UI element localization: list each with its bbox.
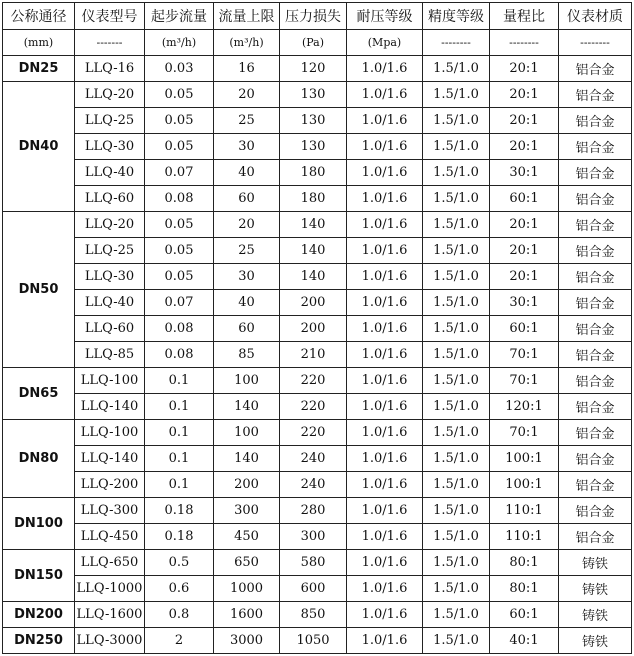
cell-pressure-loss: 180 — [280, 186, 347, 212]
cell-accuracy: 1.5/1.0 — [423, 368, 490, 394]
cell-accuracy: 1.5/1.0 — [423, 264, 490, 290]
cell-max-flow: 60 — [214, 316, 280, 342]
cell-model: LLQ-40 — [75, 290, 145, 316]
cell-material: 铝合金 — [559, 56, 632, 82]
cell-material: 铝合金 — [559, 134, 632, 160]
cell-range-ratio: 110:1 — [490, 524, 559, 550]
cell-max-flow: 30 — [214, 264, 280, 290]
cell-model: LLQ-30 — [75, 264, 145, 290]
cell-accuracy: 1.5/1.0 — [423, 446, 490, 472]
cell-pressure-loss: 200 — [280, 290, 347, 316]
cell-pressure-rating: 1.0/1.6 — [347, 524, 423, 550]
cell-material: 铸铁 — [559, 576, 632, 602]
cell-pressure-loss: 140 — [280, 212, 347, 238]
cell-range-ratio: 20:1 — [490, 56, 559, 82]
cell-max-flow: 20 — [214, 82, 280, 108]
cell-pressure-loss: 1050 — [280, 628, 347, 654]
header-row — [3, 3, 632, 30]
cell-accuracy: 1.5/1.0 — [423, 238, 490, 264]
cell-material: 铝合金 — [559, 472, 632, 498]
table-row — [3, 524, 632, 550]
table-row — [3, 550, 632, 576]
cell-range-ratio: 70:1 — [490, 342, 559, 368]
header-accuracy: 精度等级 — [423, 3, 490, 30]
cell-accuracy: 1.5/1.0 — [423, 108, 490, 134]
cell-start-flow: 0.08 — [145, 186, 214, 212]
cell-diameter: DN50 — [3, 212, 75, 368]
cell-model: LLQ-200 — [75, 472, 145, 498]
unit-max-flow: (m³/h) — [214, 30, 280, 56]
table-row — [3, 56, 632, 82]
cell-max-flow: 20 — [214, 212, 280, 238]
cell-accuracy: 1.5/1.0 — [423, 498, 490, 524]
cell-pressure-rating: 1.0/1.6 — [347, 420, 423, 446]
cell-pressure-rating: 1.0/1.6 — [347, 238, 423, 264]
cell-material: 铝合金 — [559, 420, 632, 446]
cell-pressure-loss: 130 — [280, 134, 347, 160]
cell-model: LLQ-25 — [75, 108, 145, 134]
cell-start-flow: 0.1 — [145, 472, 214, 498]
cell-range-ratio: 20:1 — [490, 238, 559, 264]
cell-max-flow: 85 — [214, 342, 280, 368]
cell-max-flow: 100 — [214, 420, 280, 446]
cell-start-flow: 0.18 — [145, 524, 214, 550]
cell-material: 铝合金 — [559, 290, 632, 316]
header-range-ratio: 量程比 — [490, 3, 559, 30]
cell-pressure-rating: 1.0/1.6 — [347, 290, 423, 316]
cell-accuracy: 1.5/1.0 — [423, 628, 490, 654]
cell-pressure-loss: 580 — [280, 550, 347, 576]
cell-start-flow: 0.1 — [145, 446, 214, 472]
unit-model: ------- — [75, 30, 145, 56]
unit-pressure-rating: (Mpa) — [347, 30, 423, 56]
cell-range-ratio: 20:1 — [490, 264, 559, 290]
cell-start-flow: 0.05 — [145, 212, 214, 238]
cell-range-ratio: 100:1 — [490, 472, 559, 498]
table-row — [3, 160, 632, 186]
header-material: 仪表材质 — [559, 3, 632, 30]
cell-pressure-rating: 1.0/1.6 — [347, 134, 423, 160]
cell-pressure-rating: 1.0/1.6 — [347, 342, 423, 368]
cell-pressure-loss: 240 — [280, 472, 347, 498]
cell-range-ratio: 100:1 — [490, 446, 559, 472]
cell-start-flow: 0.07 — [145, 290, 214, 316]
cell-model: LLQ-140 — [75, 394, 145, 420]
cell-model: LLQ-20 — [75, 212, 145, 238]
cell-range-ratio: 80:1 — [490, 550, 559, 576]
cell-pressure-loss: 120 — [280, 56, 347, 82]
unit-range-ratio: -------- — [490, 30, 559, 56]
cell-model: LLQ-16 — [75, 56, 145, 82]
table-row — [3, 602, 632, 628]
unit-start-flow: (m³/h) — [145, 30, 214, 56]
cell-accuracy: 1.5/1.0 — [423, 160, 490, 186]
cell-model: LLQ-60 — [75, 316, 145, 342]
cell-diameter: DN250 — [3, 628, 75, 654]
cell-model: LLQ-100 — [75, 420, 145, 446]
unit-accuracy: -------- — [423, 30, 490, 56]
cell-pressure-loss: 280 — [280, 498, 347, 524]
cell-start-flow: 0.8 — [145, 602, 214, 628]
cell-material: 铝合金 — [559, 342, 632, 368]
cell-start-flow: 0.05 — [145, 264, 214, 290]
cell-max-flow: 25 — [214, 108, 280, 134]
table-row — [3, 238, 632, 264]
cell-pressure-loss: 140 — [280, 264, 347, 290]
table-row — [3, 342, 632, 368]
cell-pressure-loss: 130 — [280, 108, 347, 134]
cell-max-flow: 100 — [214, 368, 280, 394]
table-row — [3, 290, 632, 316]
table-row — [3, 628, 632, 654]
cell-model: LLQ-100 — [75, 368, 145, 394]
cell-pressure-rating: 1.0/1.6 — [347, 212, 423, 238]
table-row — [3, 316, 632, 342]
cell-accuracy: 1.5/1.0 — [423, 524, 490, 550]
cell-pressure-rating: 1.0/1.6 — [347, 628, 423, 654]
cell-diameter: DN65 — [3, 368, 75, 420]
table-row — [3, 576, 632, 602]
cell-start-flow: 0.03 — [145, 56, 214, 82]
cell-material: 铝合金 — [559, 524, 632, 550]
cell-accuracy: 1.5/1.0 — [423, 290, 490, 316]
header-pressure-rating: 耐压等级 — [347, 3, 423, 30]
cell-start-flow: 0.05 — [145, 108, 214, 134]
cell-pressure-loss: 200 — [280, 316, 347, 342]
cell-accuracy: 1.5/1.0 — [423, 394, 490, 420]
cell-max-flow: 30 — [214, 134, 280, 160]
cell-max-flow: 200 — [214, 472, 280, 498]
cell-range-ratio: 120:1 — [490, 394, 559, 420]
cell-range-ratio: 30:1 — [490, 160, 559, 186]
cell-material: 铝合金 — [559, 212, 632, 238]
cell-max-flow: 1600 — [214, 602, 280, 628]
cell-start-flow: 0.5 — [145, 550, 214, 576]
units-row — [3, 30, 632, 56]
cell-start-flow: 0.05 — [145, 82, 214, 108]
cell-max-flow: 40 — [214, 290, 280, 316]
table-body — [3, 56, 632, 654]
cell-model: LLQ-3000 — [75, 628, 145, 654]
cell-diameter: DN80 — [3, 420, 75, 498]
cell-start-flow: 0.1 — [145, 368, 214, 394]
table-row — [3, 420, 632, 446]
cell-accuracy: 1.5/1.0 — [423, 316, 490, 342]
cell-start-flow: 0.07 — [145, 160, 214, 186]
header-diameter: 公称通径 — [3, 3, 75, 30]
cell-accuracy: 1.5/1.0 — [423, 56, 490, 82]
cell-start-flow: 0.05 — [145, 134, 214, 160]
cell-range-ratio: 60:1 — [490, 186, 559, 212]
cell-model: LLQ-1600 — [75, 602, 145, 628]
cell-range-ratio: 20:1 — [490, 134, 559, 160]
cell-range-ratio: 70:1 — [490, 420, 559, 446]
table-row — [3, 394, 632, 420]
cell-material: 铝合金 — [559, 108, 632, 134]
cell-pressure-rating: 1.0/1.6 — [347, 82, 423, 108]
cell-pressure-loss: 140 — [280, 238, 347, 264]
cell-pressure-rating: 1.0/1.6 — [347, 394, 423, 420]
cell-material: 铝合金 — [559, 316, 632, 342]
cell-material: 铝合金 — [559, 264, 632, 290]
cell-range-ratio: 60:1 — [490, 602, 559, 628]
cell-pressure-loss: 300 — [280, 524, 347, 550]
cell-pressure-loss: 220 — [280, 420, 347, 446]
cell-pressure-loss: 130 — [280, 82, 347, 108]
cell-start-flow: 0.6 — [145, 576, 214, 602]
header-start-flow: 起步流量 — [145, 3, 214, 30]
cell-max-flow: 40 — [214, 160, 280, 186]
cell-material: 铝合金 — [559, 82, 632, 108]
cell-range-ratio: 30:1 — [490, 290, 559, 316]
cell-pressure-rating: 1.0/1.6 — [347, 186, 423, 212]
table-row — [3, 368, 632, 394]
cell-range-ratio: 20:1 — [490, 212, 559, 238]
cell-pressure-loss: 220 — [280, 368, 347, 394]
cell-accuracy: 1.5/1.0 — [423, 472, 490, 498]
cell-start-flow: 0.1 — [145, 420, 214, 446]
cell-material: 铸铁 — [559, 602, 632, 628]
cell-max-flow: 1000 — [214, 576, 280, 602]
header-pressure-loss: 压力损失 — [280, 3, 347, 30]
cell-pressure-rating: 1.0/1.6 — [347, 264, 423, 290]
cell-range-ratio: 60:1 — [490, 316, 559, 342]
cell-pressure-loss: 600 — [280, 576, 347, 602]
spec-table — [2, 2, 632, 654]
cell-material: 铝合金 — [559, 446, 632, 472]
cell-accuracy: 1.5/1.0 — [423, 602, 490, 628]
cell-material: 铝合金 — [559, 160, 632, 186]
cell-max-flow: 140 — [214, 446, 280, 472]
cell-material: 铸铁 — [559, 550, 632, 576]
cell-model: LLQ-40 — [75, 160, 145, 186]
cell-model: LLQ-650 — [75, 550, 145, 576]
cell-model: LLQ-60 — [75, 186, 145, 212]
cell-pressure-rating: 1.0/1.6 — [347, 368, 423, 394]
cell-start-flow: 0.05 — [145, 238, 214, 264]
cell-max-flow: 25 — [214, 238, 280, 264]
cell-max-flow: 16 — [214, 56, 280, 82]
table-row — [3, 212, 632, 238]
cell-pressure-rating: 1.0/1.6 — [347, 498, 423, 524]
cell-pressure-rating: 1.0/1.6 — [347, 446, 423, 472]
cell-model: LLQ-450 — [75, 524, 145, 550]
header-max-flow: 流量上限 — [214, 3, 280, 30]
cell-accuracy: 1.5/1.0 — [423, 420, 490, 446]
cell-accuracy: 1.5/1.0 — [423, 342, 490, 368]
cell-model: LLQ-25 — [75, 238, 145, 264]
cell-pressure-rating: 1.0/1.6 — [347, 550, 423, 576]
cell-accuracy: 1.5/1.0 — [423, 186, 490, 212]
cell-accuracy: 1.5/1.0 — [423, 550, 490, 576]
cell-pressure-rating: 1.0/1.6 — [347, 602, 423, 628]
cell-material: 铝合金 — [559, 186, 632, 212]
cell-model: LLQ-30 — [75, 134, 145, 160]
cell-pressure-rating: 1.0/1.6 — [347, 576, 423, 602]
cell-range-ratio: 110:1 — [490, 498, 559, 524]
cell-model: LLQ-1000 — [75, 576, 145, 602]
cell-max-flow: 450 — [214, 524, 280, 550]
table-row — [3, 446, 632, 472]
cell-diameter: DN150 — [3, 550, 75, 602]
cell-material: 铸铁 — [559, 628, 632, 654]
cell-model: LLQ-85 — [75, 342, 145, 368]
cell-range-ratio: 20:1 — [490, 82, 559, 108]
cell-range-ratio: 70:1 — [490, 368, 559, 394]
cell-range-ratio: 40:1 — [490, 628, 559, 654]
cell-model: LLQ-300 — [75, 498, 145, 524]
cell-model: LLQ-20 — [75, 82, 145, 108]
cell-material: 铝合金 — [559, 498, 632, 524]
cell-model: LLQ-140 — [75, 446, 145, 472]
cell-pressure-rating: 1.0/1.6 — [347, 472, 423, 498]
table-row — [3, 186, 632, 212]
cell-start-flow: 2 — [145, 628, 214, 654]
cell-max-flow: 650 — [214, 550, 280, 576]
table-row — [3, 472, 632, 498]
table-row — [3, 134, 632, 160]
cell-accuracy: 1.5/1.0 — [423, 576, 490, 602]
table-row — [3, 498, 632, 524]
cell-pressure-loss: 240 — [280, 446, 347, 472]
unit-material: -------- — [559, 30, 632, 56]
cell-pressure-loss: 210 — [280, 342, 347, 368]
cell-start-flow: 0.1 — [145, 394, 214, 420]
header-model: 仪表型号 — [75, 3, 145, 30]
cell-diameter: DN200 — [3, 602, 75, 628]
cell-accuracy: 1.5/1.0 — [423, 212, 490, 238]
cell-material: 铝合金 — [559, 238, 632, 264]
cell-pressure-loss: 220 — [280, 394, 347, 420]
cell-pressure-loss: 180 — [280, 160, 347, 186]
unit-pressure-loss: (Pa) — [280, 30, 347, 56]
cell-max-flow: 3000 — [214, 628, 280, 654]
cell-start-flow: 0.18 — [145, 498, 214, 524]
cell-diameter: DN40 — [3, 82, 75, 212]
cell-pressure-rating: 1.0/1.6 — [347, 56, 423, 82]
cell-start-flow: 0.08 — [145, 342, 214, 368]
cell-start-flow: 0.08 — [145, 316, 214, 342]
cell-max-flow: 140 — [214, 394, 280, 420]
cell-range-ratio: 20:1 — [490, 108, 559, 134]
cell-accuracy: 1.5/1.0 — [423, 82, 490, 108]
cell-pressure-rating: 1.0/1.6 — [347, 316, 423, 342]
cell-diameter: DN100 — [3, 498, 75, 550]
table-row — [3, 264, 632, 290]
cell-max-flow: 60 — [214, 186, 280, 212]
table-row — [3, 108, 632, 134]
cell-range-ratio: 80:1 — [490, 576, 559, 602]
cell-material: 铝合金 — [559, 394, 632, 420]
cell-pressure-rating: 1.0/1.6 — [347, 108, 423, 134]
table-row — [3, 82, 632, 108]
cell-diameter: DN25 — [3, 56, 75, 82]
cell-pressure-loss: 850 — [280, 602, 347, 628]
cell-max-flow: 300 — [214, 498, 280, 524]
cell-accuracy: 1.5/1.0 — [423, 134, 490, 160]
cell-material: 铝合金 — [559, 368, 632, 394]
cell-pressure-rating: 1.0/1.6 — [347, 160, 423, 186]
unit-diameter: (mm) — [3, 30, 75, 56]
